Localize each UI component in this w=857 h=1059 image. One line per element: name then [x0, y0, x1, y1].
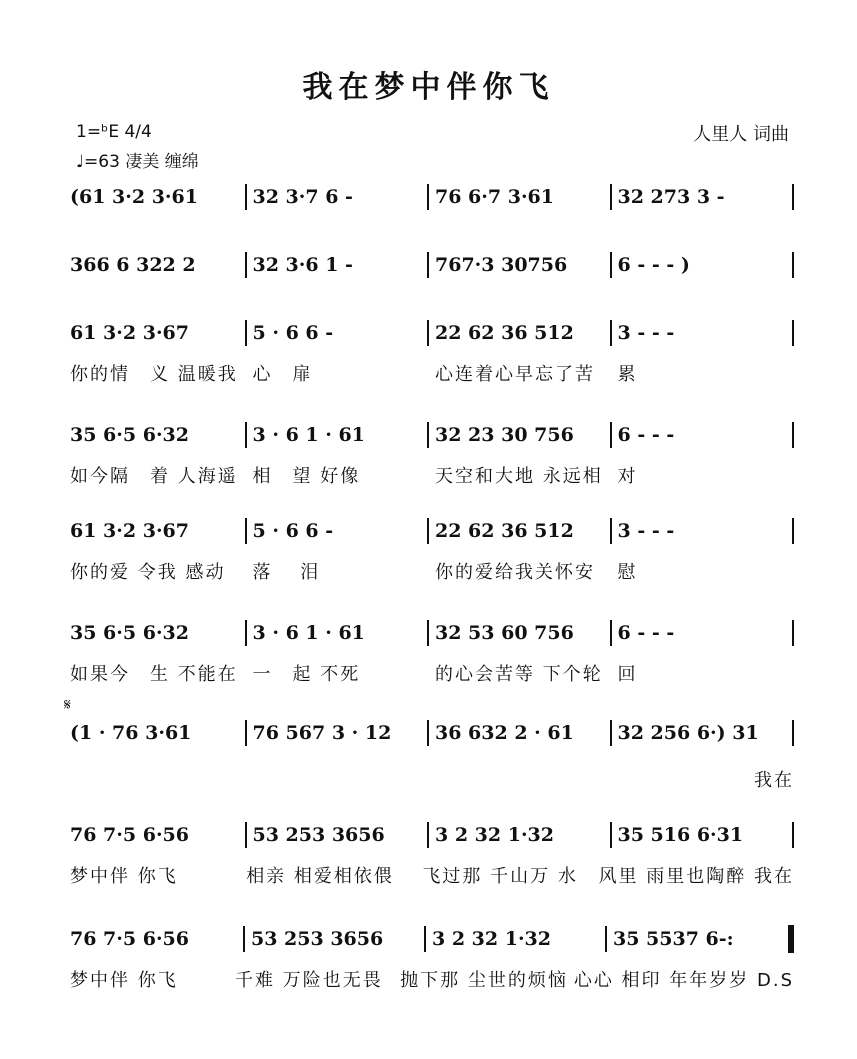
score-system — [64, 716, 794, 791]
measure-notes: 3 - - - — [617, 520, 675, 542]
notes-row — [64, 248, 794, 282]
measure-notes: 3 · 6 1 · 61 — [252, 622, 365, 644]
measure-notes: 35 6·5 6·32 — [70, 622, 190, 644]
lyric-text — [429, 766, 612, 792]
key-signature: 1=ᵇE 4/4 — [76, 122, 152, 142]
measure — [247, 322, 428, 344]
lyric-text: 累 — [617, 364, 638, 385]
score-system — [64, 514, 794, 583]
notes-row — [64, 316, 794, 350]
notes-row — [64, 818, 794, 852]
notes-row — [64, 716, 794, 750]
lyric-text: 我在 — [754, 770, 794, 791]
measure-notes: 32 3·6 1 - — [252, 254, 353, 276]
lyric-text: 你的爱 令我 感动 — [70, 562, 226, 583]
barline — [792, 620, 794, 646]
measure — [612, 254, 793, 276]
measure-notes: 61 3·2 3·67 — [70, 520, 190, 542]
measure — [64, 186, 245, 208]
measure — [429, 824, 610, 846]
measure — [64, 722, 245, 744]
lyric-text: 的心会苦等 下个轮 — [435, 664, 603, 685]
measure-notes: 32 23 30 756 — [435, 424, 574, 446]
lyric-text: 梦中伴 你飞 — [70, 866, 178, 887]
measure — [64, 520, 245, 542]
lyric-text: 如果今 生 不能在 — [70, 664, 238, 685]
lyric-text: 飞过那 千山万 水 — [422, 866, 578, 887]
lyrics-row — [64, 360, 794, 386]
lyrics-row — [64, 966, 794, 992]
measure — [607, 928, 786, 950]
measure — [429, 722, 610, 744]
measure — [612, 322, 793, 344]
measure — [429, 520, 610, 542]
lyric-text: 天空和大地 永远相 — [435, 466, 603, 487]
score-system — [64, 418, 794, 487]
measure — [247, 520, 428, 542]
measure-notes: 35 516 6·31 — [617, 824, 744, 846]
lyric-text: 相亲 相爱相依偎 — [246, 866, 394, 887]
barline — [792, 720, 794, 746]
measure — [426, 928, 605, 950]
barline — [792, 422, 794, 448]
measure — [64, 824, 245, 846]
measure — [612, 520, 793, 542]
lyric-text: 心 扉 — [252, 364, 313, 385]
segno-sign: 𝄋 — [64, 695, 71, 714]
measure — [429, 254, 610, 276]
barline — [792, 320, 794, 346]
score-system — [64, 922, 795, 991]
measure-notes: 36 632 2 · 61 — [435, 722, 574, 744]
measure — [247, 722, 428, 744]
lyrics-row — [64, 862, 794, 888]
measure-notes: (1 · 76 3·61 — [70, 722, 192, 744]
measure — [247, 186, 428, 208]
lyric-text: 风里 雨里也陶醉 我在 — [598, 866, 795, 887]
song-title: 我在梦中伴你飞 — [302, 70, 555, 105]
measure-notes: 3 2 32 1·32 — [432, 928, 552, 950]
barline — [792, 252, 794, 278]
measure — [612, 622, 793, 644]
measure — [64, 254, 245, 276]
lyric-text: 你的情 义 温暖我 — [70, 364, 238, 385]
measure — [64, 622, 245, 644]
lyrics-row — [64, 660, 794, 686]
notes-row — [64, 616, 794, 650]
measure-notes: 6 - - - ) — [617, 254, 690, 276]
lyric-text: 慰 — [617, 562, 638, 583]
barline — [792, 518, 794, 544]
measure — [247, 622, 428, 644]
notes-row — [64, 514, 794, 548]
barline — [792, 184, 794, 210]
measure-notes: 6 - - - — [617, 424, 675, 446]
lyric-text: 落 泪 — [252, 562, 321, 583]
measure — [247, 824, 428, 846]
lyric-text: 相 望 好像 — [252, 466, 361, 487]
lyric-text: 千难 万险也无畏 — [235, 970, 383, 991]
measure-notes: 22 62 36 512 — [435, 322, 574, 344]
measure — [64, 424, 245, 446]
measure-notes: 3 · 6 1 · 61 — [252, 424, 365, 446]
measure-notes: 76 6·7 3·61 — [435, 186, 555, 208]
lyric-text: 你的爱给我关怀安 — [435, 562, 595, 583]
composer-credit: 人里人 词曲 — [693, 124, 789, 145]
measure-notes: 32 273 3 - — [617, 186, 725, 208]
lyrics-row — [64, 462, 794, 488]
measure-notes: 32 3·7 6 - — [252, 186, 353, 208]
measure — [64, 928, 243, 950]
lyric-text — [247, 766, 430, 792]
measure-notes: 5 · 6 6 - — [252, 520, 334, 542]
score-system — [64, 818, 795, 887]
measure — [247, 254, 428, 276]
notes-row — [64, 922, 794, 956]
lyrics-row — [64, 558, 794, 584]
measure-notes: (61 3·2 3·61 — [70, 186, 198, 208]
lyric-text: 回 — [617, 664, 638, 685]
measure — [64, 322, 245, 344]
measure-notes: 32 256 6·) 31 — [617, 722, 759, 744]
barline — [792, 822, 794, 848]
measure — [612, 824, 793, 846]
measure-notes: 61 3·2 3·67 — [70, 322, 190, 344]
measure-notes: 3 - - - — [617, 322, 675, 344]
notes-row — [64, 418, 794, 452]
barline — [788, 925, 794, 953]
measure — [612, 186, 793, 208]
lyrics-row — [64, 766, 794, 792]
lyric-text: 一 起 不死 — [252, 664, 361, 685]
lyric-text: 梦中伴 你飞 — [70, 970, 178, 991]
lyric-text: 心连着心早忘了苦 — [435, 364, 595, 385]
measure-notes: 3 2 32 1·32 — [435, 824, 555, 846]
measure-notes: 76 7·5 6·56 — [70, 824, 190, 846]
measure-notes: 767·3 30756 — [435, 254, 568, 276]
measure — [429, 186, 610, 208]
lyric-text: 抛下那 尘世的烦恼 — [400, 970, 568, 991]
measure — [429, 622, 610, 644]
measure — [429, 322, 610, 344]
measure-notes: 5 · 6 6 - — [252, 322, 334, 344]
measure-notes: 22 62 36 512 — [435, 520, 574, 542]
measure-notes: 6 - - - — [617, 622, 675, 644]
lyric-text: 如今隔 着 人海遥 — [70, 466, 238, 487]
measure-notes: 35 6·5 6·32 — [70, 424, 190, 446]
measure — [612, 424, 793, 446]
measure — [247, 424, 428, 446]
score-system — [64, 180, 794, 214]
lyric-text — [64, 766, 247, 792]
measure — [245, 928, 424, 950]
measure-notes: 32 53 60 756 — [435, 622, 574, 644]
measure — [429, 424, 610, 446]
notes-row — [64, 180, 794, 214]
measure — [612, 722, 793, 744]
measure-notes: 76 567 3 · 12 — [252, 722, 392, 744]
measure-notes: 35 5537 6-: — [613, 928, 734, 950]
tempo-marking: ♩=63 凄美 缠绵 — [76, 152, 199, 172]
measure-notes: 366 6 322 2 — [70, 254, 196, 276]
measure-notes: 53 253 3656 — [251, 928, 384, 950]
score-system — [64, 316, 794, 385]
score-system — [64, 616, 794, 685]
lyric-text: 对 — [617, 466, 638, 487]
measure-notes: 76 7·5 6·56 — [70, 928, 190, 950]
lyric-text: 心心 相印 年年岁岁 D.S — [573, 970, 795, 991]
measure-notes: 53 253 3656 — [252, 824, 385, 846]
score-system — [64, 248, 794, 282]
